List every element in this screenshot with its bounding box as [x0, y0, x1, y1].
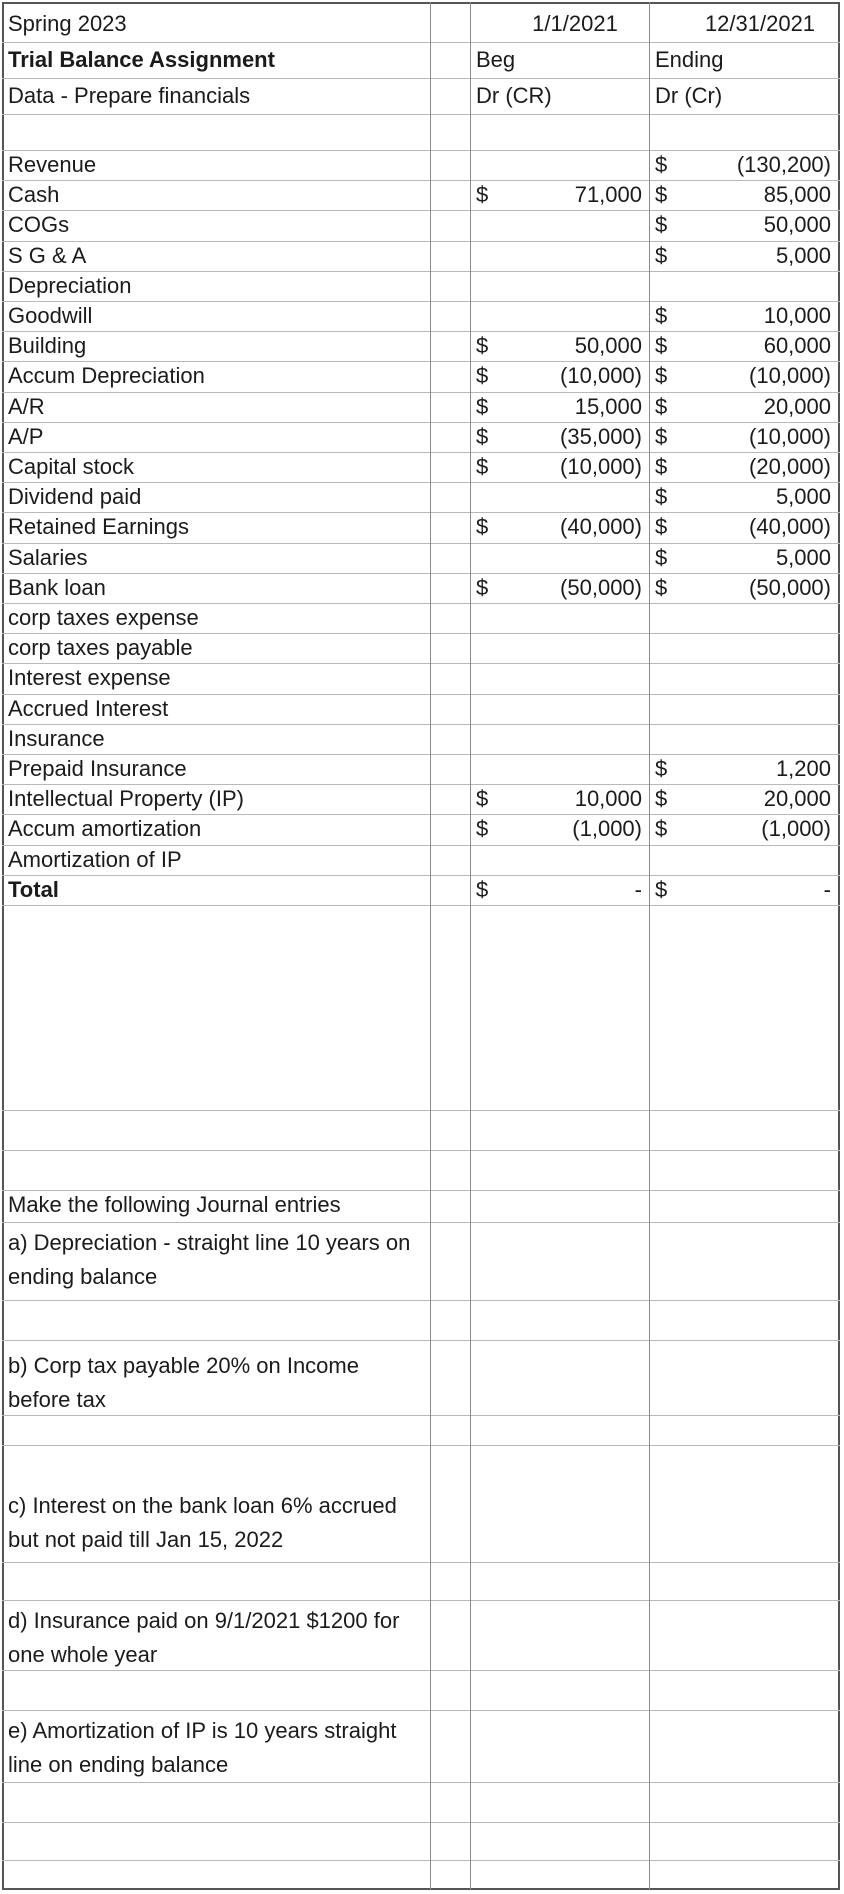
beg-currency: $ — [476, 816, 489, 841]
account-name: Dividend paid — [8, 484, 142, 509]
row-divider — [2, 1150, 840, 1151]
end-amount: 85,000 — [763, 182, 831, 207]
beg-amount: (35,000) — [560, 424, 642, 449]
row-divider — [2, 361, 840, 362]
account-name: corp taxes payable — [8, 635, 193, 660]
end-currency: $ — [655, 454, 668, 479]
row-divider — [2, 180, 840, 181]
beg-currency: $ — [476, 424, 489, 449]
account-name: Accum amortization — [8, 816, 202, 841]
beg-currency: $ — [476, 182, 489, 207]
row-divider — [2, 301, 840, 302]
end-amount: 5,000 — [775, 243, 831, 268]
instruction-item: a) Depreciation - straight line 10 years on ending balance — [8, 1230, 411, 1289]
row-divider — [2, 114, 840, 115]
beg-currency: $ — [476, 333, 489, 358]
row-divider — [2, 271, 840, 272]
end-amount: (10,000) — [749, 363, 831, 388]
beg-currency: $ — [476, 394, 489, 419]
semester-label: Spring 2023 — [8, 11, 127, 36]
beg-amount: 50,000 — [574, 333, 642, 358]
end-currency: $ — [655, 756, 668, 781]
row-divider — [2, 814, 840, 815]
row-divider — [2, 422, 840, 423]
row-divider — [2, 573, 840, 574]
row-divider — [2, 1340, 840, 1341]
account-name: Intellectual Property (IP) — [8, 786, 244, 811]
row-divider — [2, 1860, 840, 1861]
account-name: Goodwill — [8, 303, 93, 328]
instruction-item: d) Insurance paid on 9/1/2021 $1200 for one whole year — [8, 1608, 400, 1667]
end-amount: 20,000 — [763, 786, 831, 811]
end-amount: (50,000) — [749, 575, 831, 600]
end-currency: $ — [655, 816, 668, 841]
end-currency: $ — [655, 545, 668, 570]
end-currency: $ — [655, 333, 668, 358]
account-name: Depreciation — [8, 273, 132, 298]
account-name: corp taxes expense — [8, 605, 199, 630]
end-currency: $ — [655, 575, 668, 600]
row-divider — [2, 331, 840, 332]
end-column-label: Ending — [655, 47, 724, 72]
account-name: Prepaid Insurance — [8, 756, 187, 781]
beg-amount: 15,000 — [574, 394, 642, 419]
row-divider — [2, 452, 840, 453]
end-currency: $ — [655, 363, 668, 388]
row-divider — [2, 210, 840, 211]
end-amount: 5,000 — [775, 484, 831, 509]
end-currency: $ — [655, 514, 668, 539]
end-currency: $ — [655, 243, 668, 268]
beg-amount: 10,000 — [574, 786, 642, 811]
row-divider — [2, 392, 840, 393]
end-currency: $ — [655, 424, 668, 449]
row-divider — [2, 1822, 840, 1823]
account-name: COGs — [8, 212, 70, 237]
row-divider — [2, 241, 840, 242]
end-currency: $ — [655, 877, 668, 902]
row-divider — [2, 1562, 840, 1563]
end-amount: 1,200 — [775, 756, 831, 781]
beg-amount: - — [634, 877, 642, 902]
beg-amount: (40,000) — [560, 514, 642, 539]
end-currency: $ — [655, 303, 668, 328]
column-divider — [649, 2, 650, 1890]
row-divider — [2, 724, 840, 725]
end-amount: (20,000) — [749, 454, 831, 479]
end-amount: 60,000 — [763, 333, 831, 358]
account-name: Interest expense — [8, 665, 171, 690]
beg-currency: $ — [476, 575, 489, 600]
end-currency: $ — [655, 182, 668, 207]
row-divider — [2, 1300, 840, 1301]
end-amount: 10,000 — [763, 303, 831, 328]
end-sign-label: Dr (Cr) — [655, 83, 723, 108]
row-divider — [2, 42, 840, 43]
column-divider — [470, 2, 471, 1890]
row-divider — [2, 754, 840, 755]
beg-currency: $ — [476, 877, 489, 902]
beg-amount: (50,000) — [560, 575, 642, 600]
account-name: Total — [8, 877, 59, 902]
beg-amount: (1,000) — [572, 816, 642, 841]
row-divider — [2, 512, 840, 513]
end-amount: (40,000) — [749, 514, 831, 539]
account-name: Retained Earnings — [8, 514, 190, 539]
end-currency: $ — [655, 786, 668, 811]
row-divider — [2, 875, 840, 876]
row-divider — [2, 1110, 840, 1111]
account-name: Revenue — [8, 152, 97, 177]
account-name: Accum Depreciation — [8, 363, 205, 388]
sheet-subtitle: Data - Prepare financials — [8, 83, 251, 108]
row-divider — [2, 78, 840, 79]
end-amount: 20,000 — [763, 394, 831, 419]
instruction-item: b) Corp tax payable 20% on Income before tax — [8, 1353, 359, 1412]
row-divider — [2, 603, 840, 604]
account-name: Insurance — [8, 726, 105, 751]
account-name: Salaries — [8, 545, 88, 570]
end-amount: (10,000) — [749, 424, 831, 449]
account-name: A/P — [8, 424, 44, 449]
end-currency: $ — [655, 212, 668, 237]
beg-sign-label: Dr (CR) — [476, 83, 552, 108]
instruction-item: e) Amortization of IP is 10 years straight line on ending balance — [8, 1718, 397, 1777]
row-divider — [2, 694, 840, 695]
row-divider — [2, 1782, 840, 1783]
row-divider — [2, 663, 840, 664]
account-name: S G & A — [8, 243, 87, 268]
beg-date: 1/1/2021 — [532, 11, 618, 36]
account-name: Accrued Interest — [8, 696, 169, 721]
account-name: Amortization of IP — [8, 847, 182, 872]
instruction-item: c) Interest on the bank loan 6% accrued but not paid till Jan 15, 2022 — [8, 1493, 397, 1552]
beg-column-label: Beg — [476, 47, 516, 72]
end-amount: (130,200) — [736, 152, 831, 177]
row-divider — [2, 784, 840, 785]
end-amount: (1,000) — [761, 816, 831, 841]
beg-amount: 71,000 — [574, 182, 642, 207]
row-divider — [2, 845, 840, 846]
instructions-heading: Make the following Journal entries — [8, 1192, 341, 1217]
beg-currency: $ — [476, 786, 489, 811]
end-amount: 50,000 — [763, 212, 831, 237]
end-amount: 5,000 — [775, 545, 831, 570]
beg-currency: $ — [476, 363, 489, 388]
beg-currency: $ — [476, 454, 489, 479]
row-divider — [2, 905, 840, 906]
end-currency: $ — [655, 152, 668, 177]
end-date: 12/31/2021 — [704, 11, 816, 36]
account-name: Building — [8, 333, 87, 358]
sheet-title: Trial Balance Assignment — [8, 47, 275, 72]
beg-currency: $ — [476, 514, 489, 539]
account-name: Bank loan — [8, 575, 106, 600]
account-name: A/R — [8, 394, 45, 419]
row-divider — [2, 482, 840, 483]
end-currency: $ — [655, 484, 668, 509]
end-currency: $ — [655, 394, 668, 419]
end-amount: - — [823, 877, 831, 902]
account-name: Cash — [8, 182, 60, 207]
row-divider — [2, 543, 840, 544]
beg-amount: (10,000) — [560, 363, 642, 388]
column-divider — [430, 2, 431, 1890]
account-name: Capital stock — [8, 454, 134, 479]
row-divider — [2, 1445, 840, 1446]
beg-amount: (10,000) — [560, 454, 642, 479]
row-divider — [2, 150, 840, 151]
row-divider — [2, 633, 840, 634]
